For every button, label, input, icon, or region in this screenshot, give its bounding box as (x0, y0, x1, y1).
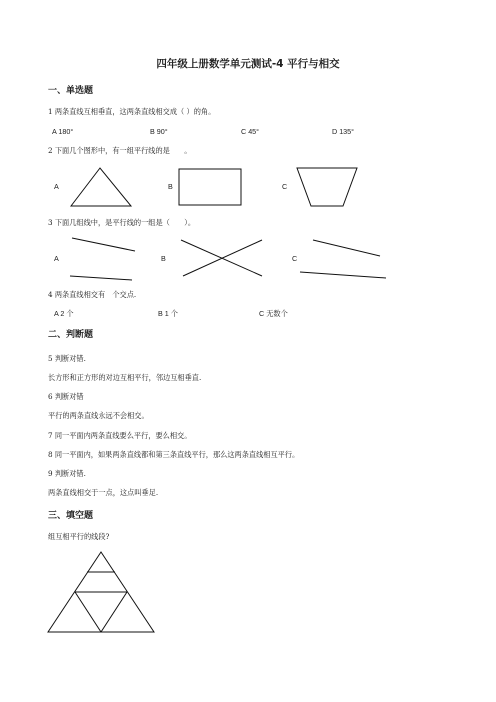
q10-inner-left (75, 592, 101, 632)
q1-option-a: A 180° (52, 127, 74, 136)
section-heading-true-false: 二、判断题 (48, 330, 94, 340)
question-6: 6 判断对错 (48, 392, 84, 401)
question-9-statement: 两条直线相交于一点，这点叫垂足. (48, 488, 159, 497)
question-9: 9 判断对错. (48, 469, 86, 478)
question-3: 3 下面几组线中，是平行线的一组是（ ）。 (48, 218, 196, 227)
q4-option-a: A 2 个 (54, 309, 74, 318)
q1-option-b: B 90° (150, 127, 168, 136)
question-8: 8 同一平面内，如果两条直线都和第三条直线平行，那么这两条直线相互平行。 (48, 450, 300, 459)
question-4: 4 两条直线相交有 个交点. (48, 290, 137, 299)
q3-label-b: B (161, 254, 166, 263)
question-6-statement: 平行的两条直线永远不会相交。 (48, 411, 149, 420)
question-2: 2 下面几个图形中，有一组平行线的是 。 (48, 146, 192, 155)
section-heading-fill-in: 三、填空题 (48, 511, 94, 521)
question-5: 5 判断对错. (48, 354, 86, 363)
section-heading-single-choice: 一、单选题 (48, 86, 94, 96)
q1-option-c: C 45° (241, 127, 260, 136)
q1-option-d: D 135° (332, 127, 355, 136)
q10-inner-right (101, 592, 127, 632)
question-7: 7 同一平面内两条直线要么平行，要么相交。 (48, 431, 192, 440)
question-1: 1 两条直线互相垂直，这两条直线相交成（ ）的角。 (48, 107, 216, 116)
q2-label-b: B (168, 182, 173, 191)
q4-option-b: B 1 个 (158, 309, 178, 318)
question-10: 组互相平行的线段? (48, 532, 110, 541)
q3-label-a: A (54, 254, 59, 263)
q3-label-c: C (292, 254, 298, 263)
q2-label-a: A (54, 182, 59, 191)
page-title: 四年级上册数学单元测试-4 平行与相交 (156, 58, 340, 70)
question-5-statement: 长方形和正方形的对边互相平行，邻边互相垂直. (48, 373, 202, 382)
q2-label-c: C (282, 182, 288, 191)
q4-option-c: C 无数个 (259, 309, 288, 318)
